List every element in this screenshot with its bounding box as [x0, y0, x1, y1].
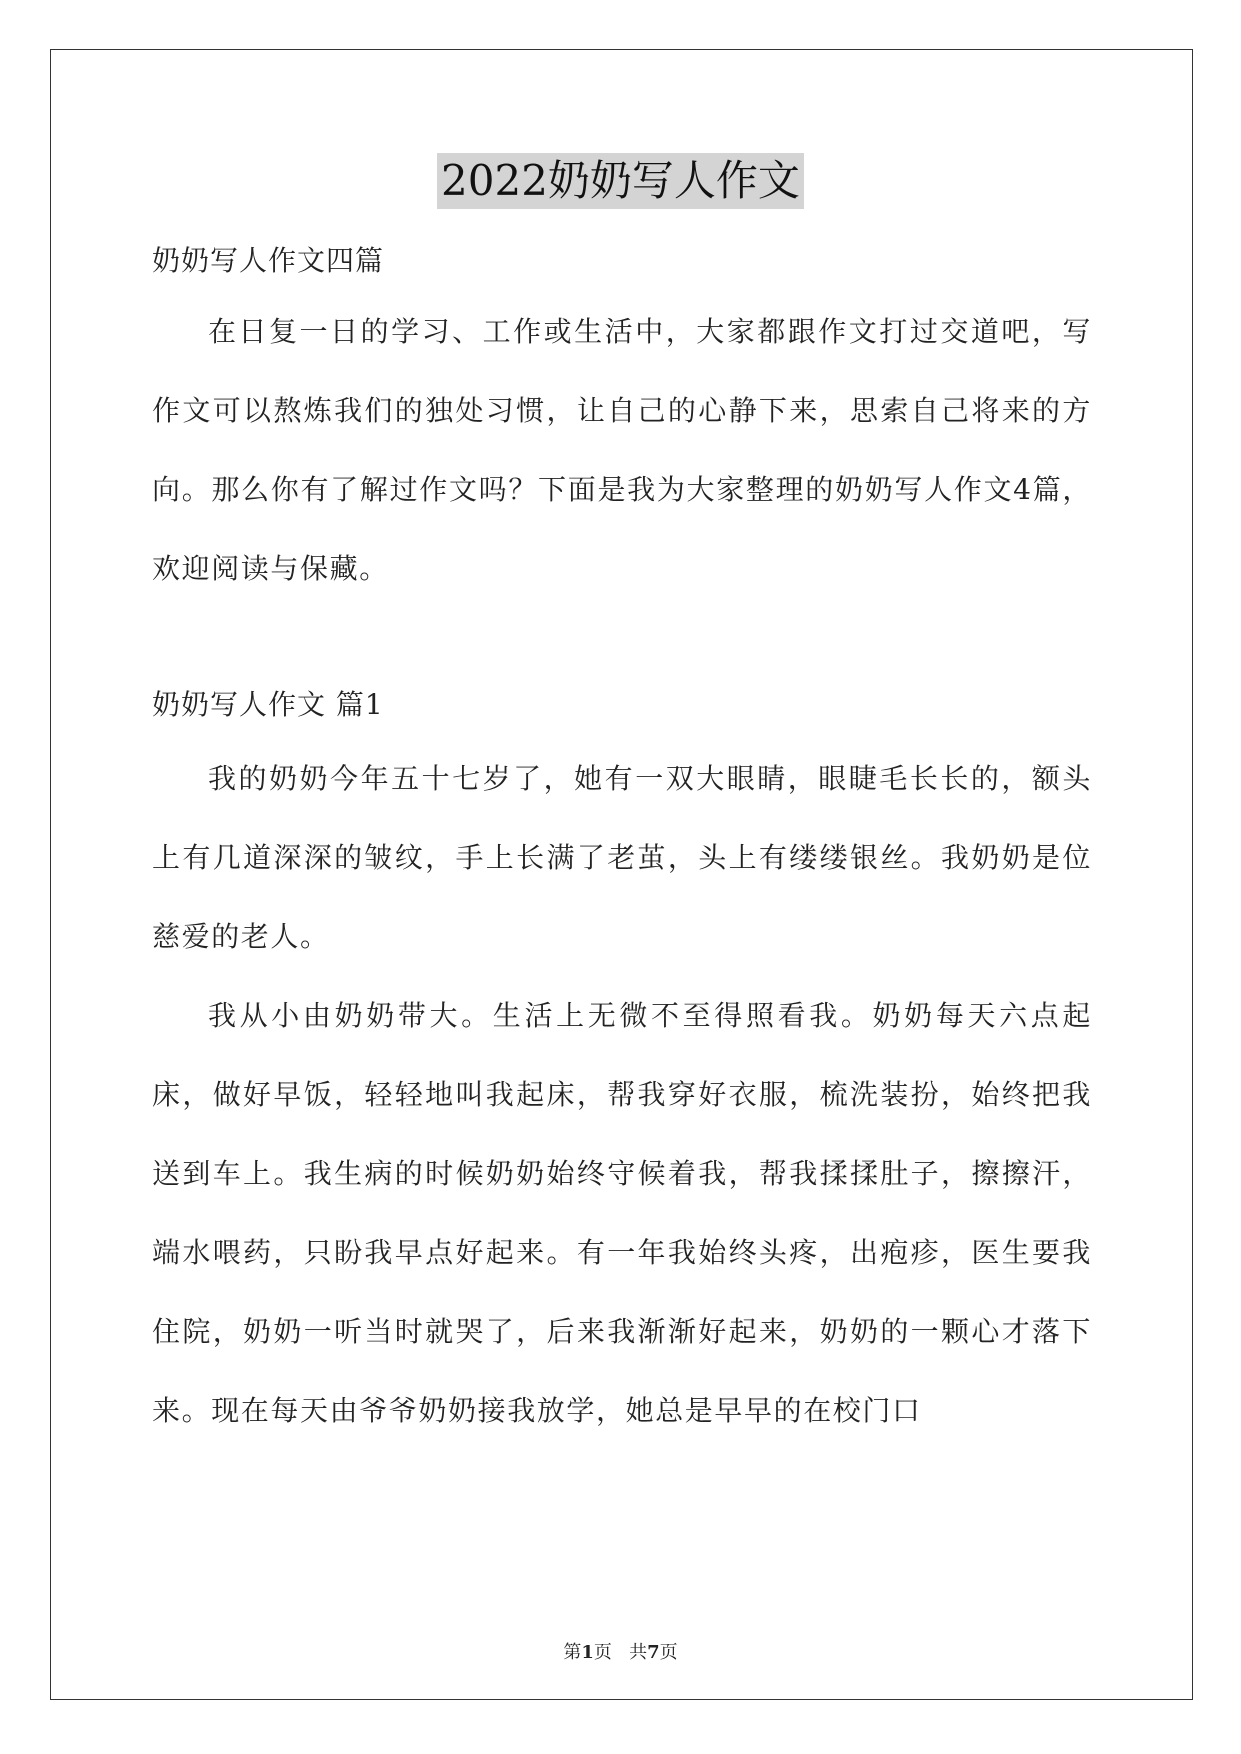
intro-paragraph: 在日复一日的学习、工作或生活中，大家都跟作文打过交道吧，写作文可以熬炼我们的独处习惯，让自己的心静下来，思索自己将来的方向。那么你有了解过作文吗？下面是我为大家整理的奶奶写人作文4篇，欢迎阅读与保藏。	[152, 315, 1092, 585]
section-1-paragraph-2: 我从小由奶奶带大。生活上无微不至得照看我。奶奶每天六点起床，做好早饭，轻轻地叫我起床，帮我穿好衣服，梳洗装扮，始终把我送到车上。我生病的时候奶奶始终守候着我，帮我揉揉肚子，擦擦汗，端水喂药，只盼我早点好起来。有一年我始终头疼，出疱疹，医生要我住院，奶奶一听当时就哭了，后来我渐渐好起来，奶奶的一颗心才落下来。现在每天由爷爷奶奶接我放学，她总是早早的在校门口	[152, 999, 1092, 1427]
title-container	[0, 153, 1241, 209]
section-1-paragraph-1: 我的奶奶今年五十七岁了，她有一双大眼睛，眼睫毛长长的，额头上有几道深深的皱纹，手上长满了老茧，头上有缕缕银丝。我奶奶是位慈爱的老人。	[152, 762, 1092, 953]
footer-current-page: 1	[581, 1642, 594, 1663]
section-1-body	[152, 739, 1092, 1450]
footer-prefix: 第	[563, 1642, 582, 1663]
document-subtitle: 奶奶写人作文四篇	[152, 244, 385, 277]
document-title: 2022奶奶写人作文	[437, 153, 804, 209]
intro-block	[152, 292, 1092, 608]
footer-total-prefix: 共	[629, 1642, 648, 1663]
footer-total-unit: 页	[659, 1642, 678, 1663]
footer-page-unit: 页	[593, 1642, 612, 1663]
section-1-heading: 奶奶写人作文 篇1	[152, 688, 384, 721]
footer-total-pages: 7	[647, 1642, 660, 1663]
page-footer	[0, 1638, 1241, 1664]
